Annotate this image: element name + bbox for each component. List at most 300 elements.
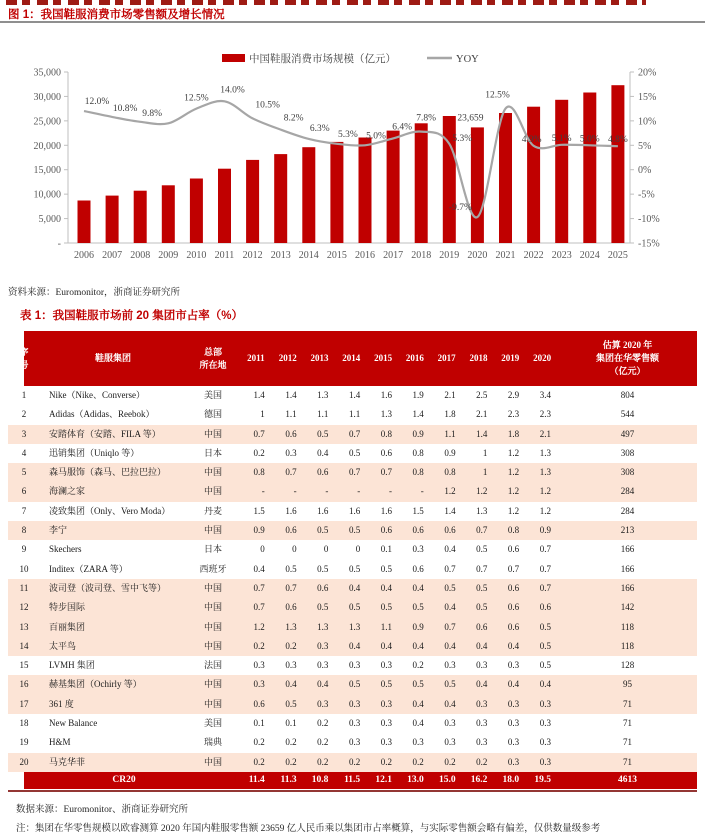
cell-share-2019: 1.8 xyxy=(507,428,520,439)
table-row-1 xyxy=(8,386,697,405)
table-row-6 xyxy=(8,482,697,501)
bar-2018 xyxy=(415,123,428,243)
yoy-point-label: 9.8% xyxy=(142,108,163,119)
cell-share-2012: 0.2 xyxy=(285,756,297,767)
cr20-2016: 13.0 xyxy=(407,774,424,785)
cell-share-2020: 0.9 xyxy=(539,525,551,536)
cell-share-2020: 0.4 xyxy=(539,679,551,690)
table-row-18 xyxy=(8,714,697,733)
cell-share-2018: 2.1 xyxy=(476,409,488,420)
cell-group-name: 赫基集团（Ochirly 等） xyxy=(49,679,142,690)
cell-hq: 中国 xyxy=(203,602,222,613)
cell-share-2018: 1.3 xyxy=(476,505,488,516)
cell-share-2012: 1.6 xyxy=(285,505,297,516)
cell-share-2017: 1.2 xyxy=(444,486,456,497)
cell-share-2015: 0.3 xyxy=(380,698,392,709)
cell-hq: 中国 xyxy=(203,621,222,632)
bar-2007 xyxy=(106,196,119,243)
cell-share-2016: 0.4 xyxy=(412,698,424,709)
cell-est-retail: 95 xyxy=(622,679,632,690)
table-source: 数据来源：Euromonitor、浙商证券研究所 xyxy=(16,805,189,815)
cell-share-2018: 0.4 xyxy=(476,679,488,690)
cell-share-2012: 0.7 xyxy=(285,582,297,593)
cell-share-2019: 0.4 xyxy=(507,679,520,690)
x-axis-year-label: 2012 xyxy=(242,250,263,261)
right-axis-tick-label: 15% xyxy=(638,91,657,103)
cell-share-2016: 0.5 xyxy=(412,602,424,613)
cell-share-2020: 1.3 xyxy=(539,447,551,458)
cell-share-2018: 0.3 xyxy=(476,718,488,729)
cell-share-2013: 0.4 xyxy=(317,679,329,690)
right-axis-tick-label: 10% xyxy=(638,116,657,128)
cell-share-2016: 1.4 xyxy=(412,409,424,420)
bar-2008 xyxy=(134,191,147,243)
cell-share-2011: 0.2 xyxy=(253,640,265,651)
cell-share-2016: 0.3 xyxy=(412,544,424,555)
cr20-est: 4613 xyxy=(617,774,637,785)
cell-share-2019: 1.2 xyxy=(507,447,520,458)
cell-share-2014: 1.3 xyxy=(348,621,361,632)
header-year-2018: 2018 xyxy=(469,353,488,363)
cell-rank: 9 xyxy=(21,544,27,555)
cell-share-2019: 1.2 xyxy=(507,505,520,516)
cell-share-2011: - xyxy=(261,486,265,497)
cell-est-retail: 71 xyxy=(622,756,632,767)
cell-share-2017: 0.3 xyxy=(444,737,456,748)
table-row-8 xyxy=(8,521,697,540)
cell-share-2015: 0.8 xyxy=(380,428,392,439)
cell-rank: 8 xyxy=(21,525,27,536)
cell-share-2014: 0.2 xyxy=(348,756,361,767)
cell-share-2012: 0.6 xyxy=(285,525,297,536)
bar-2017 xyxy=(387,131,400,243)
cell-share-2017: 0.4 xyxy=(444,602,456,613)
cell-est-retail: 142 xyxy=(620,602,635,613)
cell-hq: 日本 xyxy=(203,544,222,555)
cell-share-2014: 0.3 xyxy=(348,737,361,748)
bar-2025 xyxy=(611,85,624,243)
cell-share-2017: 0.4 xyxy=(444,698,456,709)
cell-est-retail: 166 xyxy=(620,582,635,593)
cell-share-2019: 2.3 xyxy=(507,409,520,420)
header-year-2013: 2013 xyxy=(310,353,329,363)
cell-rank: 18 xyxy=(19,718,29,729)
cell-est-retail: 284 xyxy=(620,486,635,497)
header-hq: 总部 所在地 xyxy=(199,346,227,370)
cell-share-2016: 0.6 xyxy=(412,563,424,574)
cell-share-2011: 0.1 xyxy=(253,718,265,729)
x-axis-year-label: 2022 xyxy=(523,250,544,261)
x-axis-year-label: 2023 xyxy=(551,250,572,261)
header-year-2020: 2020 xyxy=(533,353,552,363)
cell-share-2016: 0.2 xyxy=(412,660,424,671)
cell-share-2013: 0 xyxy=(323,544,329,555)
cell-group-name: 太平鸟 xyxy=(49,640,77,651)
header-est: 估算 2020 年 集团在华零售额 （亿元） xyxy=(595,340,659,376)
cell-est-retail: 118 xyxy=(620,621,635,632)
x-axis-year-label: 2010 xyxy=(186,250,207,261)
cell-share-2016: 0.3 xyxy=(412,737,424,748)
cell-share-2019: 0.4 xyxy=(507,640,520,651)
cell-share-2012: 0.3 xyxy=(285,447,297,458)
cell-hq: 中国 xyxy=(203,486,222,497)
x-axis-year-label: 2015 xyxy=(326,250,347,261)
header-year-2019: 2019 xyxy=(501,353,520,363)
table-row-3 xyxy=(8,425,697,444)
title-divider xyxy=(0,21,705,23)
header-group: 鞋服集团 xyxy=(94,353,131,363)
bar-2016 xyxy=(359,138,372,244)
table-row-12 xyxy=(8,598,697,617)
cell-share-2017: 1.1 xyxy=(444,428,456,439)
cell-share-2012: 0.6 xyxy=(285,428,297,439)
cell-hq: 中国 xyxy=(203,467,222,478)
cell-share-2018: 1.2 xyxy=(476,486,488,497)
cell-share-2015: 0.4 xyxy=(380,640,392,651)
yoy-point-label: 14.0% xyxy=(220,85,245,96)
bar-2014 xyxy=(302,147,315,243)
cell-share-2014: 0.3 xyxy=(348,660,361,671)
right-axis-tick-label: -10% xyxy=(638,214,660,226)
cell-group-name: 马克华菲 xyxy=(49,756,86,767)
cell-share-2016: 0.4 xyxy=(412,582,424,593)
cr20-2012: 11.3 xyxy=(280,774,297,785)
cell-share-2018: 0.3 xyxy=(476,737,488,748)
cell-share-2011: 0.6 xyxy=(253,698,265,709)
cell-share-2014: 0.4 xyxy=(348,640,361,651)
cr20-2015: 12.1 xyxy=(375,774,392,785)
table-row-14 xyxy=(8,637,697,656)
cell-share-2018: 2.5 xyxy=(476,390,488,400)
cell-share-2014: 1.1 xyxy=(348,409,361,420)
cell-group-name: Nike（Nike、Converse） xyxy=(49,390,145,400)
yoy-point-label: 6.3% xyxy=(309,123,330,134)
cell-share-2018: 0.3 xyxy=(476,660,488,671)
cell-share-2017: 1.4 xyxy=(444,505,456,516)
cell-share-2019: 0.3 xyxy=(507,756,520,767)
x-axis-year-label: 2024 xyxy=(579,250,600,261)
cell-share-2015: 0.3 xyxy=(380,718,392,729)
cell-share-2017: 1.8 xyxy=(444,409,456,420)
market-share-table xyxy=(8,331,697,789)
left-axis-tick-label: 25,000 xyxy=(33,116,61,128)
cell-share-2015: 0.5 xyxy=(380,602,392,613)
cell-share-2012: 0.5 xyxy=(285,698,297,709)
cell-group-name: Skechers xyxy=(49,544,82,555)
cell-share-2014: 0.5 xyxy=(348,602,361,613)
cell-share-2016: 0.9 xyxy=(412,621,424,632)
x-axis-year-label: 2008 xyxy=(130,250,151,261)
cell-share-2020: 1.2 xyxy=(539,505,551,516)
cell-rank: 17 xyxy=(19,698,29,709)
cell-rank: 16 xyxy=(19,679,29,690)
cell-share-2012: 0 xyxy=(292,544,297,555)
table-row-7 xyxy=(8,502,697,521)
bar-2012 xyxy=(246,160,259,243)
cell-share-2020: 0.3 xyxy=(539,737,551,748)
cell-share-2018: 1 xyxy=(482,467,488,478)
yoy-point-label: 7.8% xyxy=(416,113,437,124)
cell-hq: 瑞典 xyxy=(203,737,222,748)
cell-share-2015: 1.1 xyxy=(380,621,392,632)
cell-share-2013: 1.3 xyxy=(317,390,329,400)
cell-share-2014: 0.7 xyxy=(348,428,361,439)
cell-hq: 日本 xyxy=(203,447,222,458)
cell-share-2020: 0.7 xyxy=(539,582,551,593)
cell-est-retail: 213 xyxy=(620,525,635,536)
footwear-market-chart xyxy=(0,30,705,272)
x-axis-year-label: 2019 xyxy=(439,250,460,261)
cell-share-2011: 0.9 xyxy=(253,525,265,536)
bar-2010 xyxy=(190,179,203,244)
cell-est-retail: 118 xyxy=(620,640,635,651)
table-header-row xyxy=(8,331,697,386)
cell-share-2011: 0.7 xyxy=(253,602,265,613)
cell-share-2019: 0.3 xyxy=(507,737,520,748)
cell-share-2020: 1.3 xyxy=(539,467,551,478)
cr20-label: CR20 xyxy=(112,774,136,785)
table-note: 注：集团在华零售规模以欧睿测算 2020 年国内鞋服零售额 23659 亿人民币乘以集团市占率概算，与实际零售额会略有偏差，仅供数量级参考 xyxy=(16,824,601,834)
bar-2020 xyxy=(471,127,484,243)
header-no: 序 号 xyxy=(19,346,29,370)
yoy-point-label: 4.9% xyxy=(521,134,542,145)
cell-share-2011: 0 xyxy=(260,544,265,555)
cell-hq: 美国 xyxy=(203,718,222,729)
cr20-2020: 19.5 xyxy=(534,774,551,785)
header-year-2012: 2012 xyxy=(278,353,297,363)
cell-share-2020: 1.2 xyxy=(539,486,551,497)
table-row-17 xyxy=(8,695,697,714)
cell-share-2012: 0.5 xyxy=(285,563,297,574)
cell-share-2017: 0.2 xyxy=(444,756,456,767)
cell-group-name: 李宁 xyxy=(49,525,68,536)
cell-share-2011: 0.3 xyxy=(253,660,265,671)
left-axis-tick-label: 5,000 xyxy=(38,214,61,226)
yoy-point-label: 5.3% xyxy=(338,129,358,140)
cr20-2011: 11.4 xyxy=(248,774,265,785)
cell-group-name: New Balance xyxy=(49,718,98,729)
x-axis-year-label: 2007 xyxy=(102,250,123,261)
yoy-point-label: 12.5% xyxy=(184,93,209,104)
header-year-2011: 2011 xyxy=(247,353,265,363)
cell-share-2013: 0.5 xyxy=(317,428,329,439)
cell-share-2012: 0.2 xyxy=(285,737,297,748)
cell-group-name: Adidas（Adidas、Reebok） xyxy=(49,409,155,420)
cell-hq: 中国 xyxy=(203,525,222,536)
cell-hq: 西班牙 xyxy=(199,563,227,574)
cell-share-2011: 0.7 xyxy=(253,582,265,593)
cell-share-2013: 0.3 xyxy=(317,660,329,671)
cell-share-2019: 0.6 xyxy=(507,544,520,555)
cell-share-2018: 0.5 xyxy=(476,602,488,613)
yoy-point-label: 12.0% xyxy=(84,97,110,108)
cell-share-2017: 0.3 xyxy=(444,718,456,729)
cell-share-2011: 0.4 xyxy=(253,563,265,574)
cell-share-2012: - xyxy=(293,486,297,497)
cell-share-2015: - xyxy=(388,486,392,497)
cell-est-retail: 71 xyxy=(622,698,632,709)
x-axis-year-label: 2017 xyxy=(383,250,404,261)
yoy-point-label: 10.8% xyxy=(112,103,138,114)
header-year-2017: 2017 xyxy=(437,353,456,363)
cell-rank: 15 xyxy=(19,660,29,671)
cell-share-2017: 0.5 xyxy=(444,582,456,593)
cell-rank: 4 xyxy=(21,447,27,458)
cell-share-2012: 1.3 xyxy=(285,621,297,632)
cell-share-2016: 0.2 xyxy=(412,756,424,767)
cell-share-2018: 0.7 xyxy=(476,525,488,536)
bar-2021 xyxy=(499,113,512,243)
cell-share-2011: 0.7 xyxy=(253,428,265,439)
x-axis-year-label: 2011 xyxy=(214,250,235,261)
table-row-9 xyxy=(8,540,697,559)
cell-group-name: 特步国际 xyxy=(49,602,86,613)
cell-share-2017: 2.1 xyxy=(444,390,456,400)
x-axis-year-label: 2014 xyxy=(298,250,319,261)
cell-share-2020: 2.3 xyxy=(539,409,551,420)
cell-share-2020: 0.7 xyxy=(539,563,551,574)
cell-share-2015: 0.3 xyxy=(380,660,392,671)
table-row-13 xyxy=(8,618,697,637)
cell-share-2012: 0.7 xyxy=(285,467,297,478)
cell-share-2015: 1.6 xyxy=(380,390,392,400)
cell-share-2011: 0.2 xyxy=(253,737,265,748)
legend-bar-swatch xyxy=(222,54,245,62)
cell-share-2016: 1.9 xyxy=(412,390,424,400)
cell-share-2019: 0.6 xyxy=(507,602,520,613)
cell-share-2020: 2.1 xyxy=(539,428,551,439)
table-row-20 xyxy=(8,753,697,772)
cell-group-name: LVMH 集团 xyxy=(49,660,95,671)
cell-rank: 10 xyxy=(19,563,29,574)
cell-rank: 14 xyxy=(19,640,29,651)
cell-share-2016: 0.9 xyxy=(412,428,424,439)
left-axis-tick-label: - xyxy=(57,238,61,250)
cell-share-2012: 1.4 xyxy=(285,390,297,400)
cell-group-name: H&M xyxy=(49,737,71,748)
cell-share-2013: 0.2 xyxy=(317,756,329,767)
cell-share-2017: 0.7 xyxy=(444,563,456,574)
cell-est-retail: 166 xyxy=(620,563,635,574)
cell-share-2015: 0.1 xyxy=(380,544,392,555)
cell-share-2013: 0.5 xyxy=(317,602,329,613)
left-axis-tick-label: 30,000 xyxy=(33,91,61,103)
cell-share-2020: 0.7 xyxy=(539,544,551,555)
cell-hq: 法国 xyxy=(203,660,222,671)
cell-group-name: Inditex（ZARA 等） xyxy=(49,563,128,574)
left-axis-tick-label: 10,000 xyxy=(33,189,61,201)
cell-hq: 丹麦 xyxy=(203,505,222,516)
cell-share-2016: - xyxy=(420,486,424,497)
cell-share-2011: 0.8 xyxy=(253,467,265,478)
cell-share-2015: 0.6 xyxy=(380,525,392,536)
cell-hq: 中国 xyxy=(203,698,222,709)
left-axis-tick-label: 20,000 xyxy=(33,140,61,152)
cell-share-2018: 0.4 xyxy=(476,640,488,651)
cell-share-2013: 1.6 xyxy=(317,505,329,516)
cr20-2013: 10.8 xyxy=(311,774,329,785)
cell-share-2018: 0.5 xyxy=(476,544,488,555)
cell-group-name: 波司登（波司登、雪中飞等） xyxy=(49,582,167,593)
cell-share-2013: 1.1 xyxy=(317,409,329,420)
table-row-5 xyxy=(8,463,697,482)
cell-share-2015: 0.5 xyxy=(380,563,392,574)
cell-share-2019: 1.2 xyxy=(507,467,520,478)
cell-share-2020: 0.5 xyxy=(539,640,551,651)
bar-2011 xyxy=(218,169,231,243)
bar-2013 xyxy=(274,154,287,243)
table-bottom-rule xyxy=(8,790,697,792)
table-row-10 xyxy=(8,560,697,579)
cell-share-2019: 0.3 xyxy=(507,718,520,729)
cell-share-2019: 0.7 xyxy=(507,563,520,574)
cell-share-2016: 0.4 xyxy=(412,640,424,651)
cell-share-2017: 0.9 xyxy=(444,447,456,458)
header-year-2014: 2014 xyxy=(342,353,361,363)
cell-share-2013: 0.2 xyxy=(317,718,329,729)
cell-share-2020: 0.3 xyxy=(539,756,551,767)
yoy-point-label: 10.5% xyxy=(255,100,280,111)
cell-group-name: 迅销集团（Uniqlo 等） xyxy=(49,447,140,458)
cell-share-2018: 1 xyxy=(482,447,488,458)
cell-rank: 20 xyxy=(19,756,29,767)
cell-share-2014: 1.4 xyxy=(348,390,361,400)
cell-share-2014: 0 xyxy=(355,544,361,555)
cell-share-2018: 0.3 xyxy=(476,698,488,709)
cell-share-2016: 0.6 xyxy=(412,525,424,536)
bar-value-label: 23,659 xyxy=(457,113,484,124)
cell-share-2019: 0.8 xyxy=(507,525,520,536)
header-year-2016: 2016 xyxy=(405,353,424,363)
cell-share-2014: - xyxy=(357,486,361,497)
cell-share-2016: 0.5 xyxy=(412,679,424,690)
legend-line-label: YOY xyxy=(456,54,479,65)
cell-share-2017: 0.4 xyxy=(444,640,456,651)
table-row-4 xyxy=(8,444,697,463)
cell-share-2014: 0.5 xyxy=(348,679,361,690)
bar-2024 xyxy=(583,93,596,244)
cell-share-2012: 0.1 xyxy=(285,718,297,729)
yoy-point-label: 5.1% xyxy=(551,133,572,144)
cell-share-2012: 0.2 xyxy=(285,640,297,651)
cell-share-2011: 0.3 xyxy=(253,679,265,690)
cell-share-2018: 0.7 xyxy=(476,563,488,574)
cell-rank: 7 xyxy=(21,505,27,516)
bar-2015 xyxy=(330,142,343,243)
table-row-19 xyxy=(8,733,697,752)
yoy-point-label: -9.7% xyxy=(448,203,472,214)
yoy-point-label: 8.2% xyxy=(283,113,304,124)
yoy-point-label: 4.8% xyxy=(608,135,628,146)
cell-share-2011: 0.2 xyxy=(253,447,265,458)
cell-rank: 3 xyxy=(21,428,27,439)
cell-share-2012: 0.6 xyxy=(285,602,297,613)
right-axis-tick-label: 0% xyxy=(638,165,652,177)
cell-share-2015: 0.3 xyxy=(380,737,392,748)
cell-share-2017: 0.5 xyxy=(444,679,456,690)
yoy-point-label: 12.5% xyxy=(485,90,510,101)
cell-est-retail: 71 xyxy=(622,737,632,748)
cell-share-2019: 1.2 xyxy=(507,486,520,497)
x-axis-year-label: 2018 xyxy=(411,250,432,261)
figure-source: 资料来源：Euromonitor，浙商证券研究所 xyxy=(8,288,181,298)
cell-share-2020: 0.6 xyxy=(539,602,551,613)
cell-share-2019: 0.6 xyxy=(507,582,520,593)
cropped-text-strip xyxy=(6,0,646,5)
cell-share-2012: 0.4 xyxy=(285,679,297,690)
yoy-point-label: 6.4% xyxy=(392,122,412,133)
cell-est-retail: 544 xyxy=(620,409,635,420)
